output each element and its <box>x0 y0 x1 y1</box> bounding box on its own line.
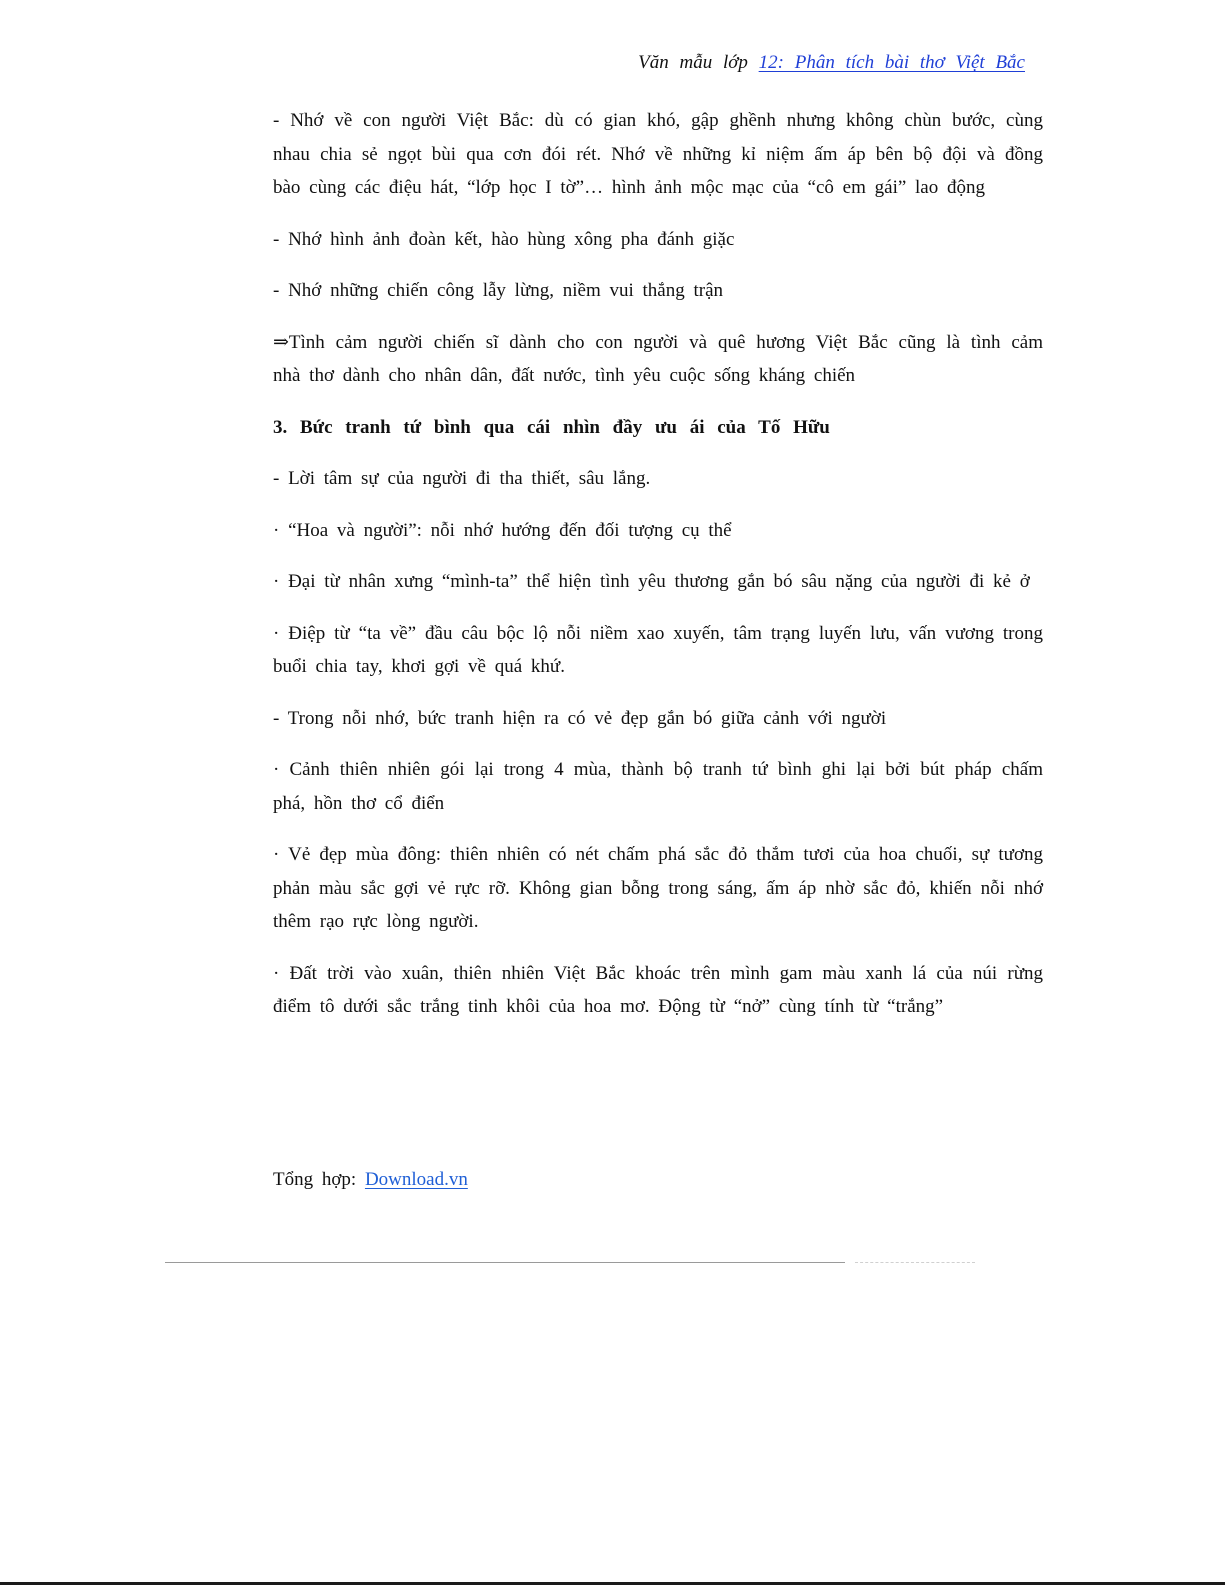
footer-divider-tail <box>855 1262 975 1263</box>
footer-divider <box>165 1262 845 1263</box>
paragraph-loi-tam-su: - Lời tâm sự của người đi tha thiết, sâu lắng. <box>273 468 651 489</box>
paragraph-dai-tu: · Đại từ nhân xưng “mình-ta” thể hiện tình yêu thương gắn bó sâu nặng của người đi kẻ ở <box>273 571 1030 592</box>
paragraph-hoa-va-nguoi: · “Hoa và người”: nỗi nhớ hướng đến đối tượng cụ thể <box>273 519 732 541</box>
paragraph-nho-con-nguoi: - Nhớ về con người Việt Bắc: dù có gian khó, gập ghềnh nhưng không chùn bước, cùng nhau chia sẻ ngọt bùi qua cơn đói rét. Nhớ về những kỉ niệm ấm áp bên bộ đội và đồng bào cùng các điệu hát, “lớp học I tờ”… hình ảnh mộc mạc của “cô em gái” lao động <box>273 110 1043 198</box>
document-body <box>273 104 1043 1042</box>
header-title-link[interactable]: 12: Phân tích bài thơ Việt Bắc <box>758 52 1025 73</box>
paragraph-diep-tu: · Điệp từ “ta về” đầu câu bộc lộ nỗi niềm xao xuyến, tâm trạng luyến lưu, vấn vương trong buổi chia tay, khơi gợi về quá khứ. <box>273 622 1043 677</box>
footer-label: Tổng hợp: <box>273 1169 357 1190</box>
paragraph-doan-ket: - Nhớ hình ảnh đoàn kết, hào hùng xông pha đánh giặc <box>273 228 735 250</box>
paragraph-buc-tranh: - Trong nỗi nhớ, bức tranh hiện ra có vẻ đẹp gắn bó giữa cảnh với người <box>273 707 887 729</box>
page-footer <box>273 1169 468 1191</box>
paragraph-mua-dong: · Vẻ đẹp mùa đông: thiên nhiên có nét chấm phá sắc đỏ thắm tươi của hoa chuối, sự tương phản màu sắc gợi vẻ rực rỡ. Không gian bỗng trong sáng, ấm áp nhờ sắc đỏ, khiến nỗi nhớ thêm rạo rực lòng người. <box>273 844 1043 932</box>
paragraph-tinh-cam-conclusion: ⇒Tình cảm người chiến sĩ dành cho con người và quê hương Việt Bắc cũng là tình cảm nhà thơ dành cho nhân dân, đất nước, tình yêu cuộc sống kháng chiến <box>273 331 1043 386</box>
section-heading-3: 3. Bức tranh tứ bình qua cái nhìn đầy ưu ái của Tố Hữu <box>273 416 830 438</box>
footer-source-link[interactable]: Download.vn <box>364 1169 468 1190</box>
header-prefix: Văn mẫu lớp <box>638 52 748 73</box>
paragraph-canh-thien-nhien: · Cảnh thiên nhiên gói lại trong 4 mùa, thành bộ tranh tứ bình ghi lại bởi bút pháp chấm phá, hồn thơ cổ điển <box>273 759 1043 814</box>
paragraph-mua-xuan: · Đất trời vào xuân, thiên nhiên Việt Bắc khoác trên mình gam màu xanh lá của núi rừng điểm tô dưới sắc trắng tinh khôi của hoa mơ. Động từ “nở” cùng tính từ “trắng” <box>273 962 1043 1017</box>
paragraph-chien-cong: - Nhớ những chiến công lẫy lừng, niềm vui thắng trận <box>273 280 724 301</box>
page-header <box>638 52 1025 74</box>
